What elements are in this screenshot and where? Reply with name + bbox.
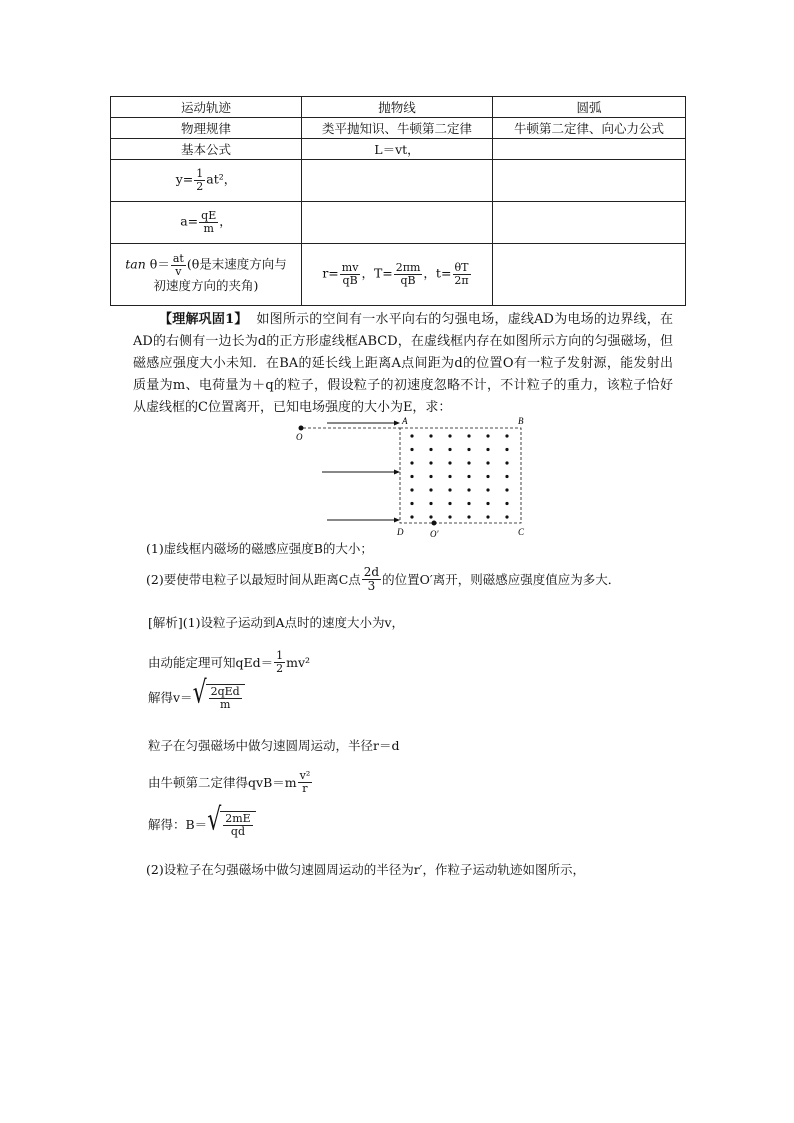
field-dot: [429, 461, 432, 464]
problem-title: 【理解巩固1】: [159, 312, 248, 327]
field-dot: [429, 502, 432, 505]
field-dot: [467, 515, 470, 518]
field-dot: [410, 475, 413, 478]
field-dot: [410, 434, 413, 437]
table-header-cell: 运动轨迹: [111, 97, 302, 118]
fraction-numerator: 2qEd: [210, 685, 240, 698]
tan-note-line: 初速度方向的夹角): [153, 278, 259, 294]
problem-statement: [133, 309, 673, 419]
formula-text: y=: [175, 172, 194, 187]
fraction-numerator: 2πm: [395, 261, 421, 275]
field-arrow-1: [327, 421, 400, 426]
field-arrow-3: [327, 518, 400, 523]
table-cell: [493, 160, 686, 202]
field-dot: [410, 502, 413, 505]
problem-text: 如图所示的空间有一水平向右的匀强电场，虚线AD为电场的边界线，在AD的右侧有一边长为d的正方形虚线框ABCD，在虚线框内存在如图所示方向的匀强磁场，但磁感应强度大小未知．在BA的延长线上距离A点间距为d的位置O有一粒子发射源，能发射出质量为m、电荷量为＋q的粒子，假设粒子的初速度忽略不计，不计粒子的重力，该粒子恰好从虚线框的C位置离开，已知电场强度的大小为E，求：: [133, 312, 674, 415]
formula-text: tan: [125, 256, 146, 272]
field-dot: [505, 434, 508, 437]
field-dot: [467, 475, 470, 478]
fraction-numerator: 1: [276, 649, 284, 662]
fraction: [394, 262, 423, 286]
table-row: [111, 202, 686, 244]
field-dot: [410, 488, 413, 491]
label-b: B: [518, 416, 524, 426]
field-dot: [486, 448, 489, 451]
table-row: [111, 160, 686, 202]
solution-text: 由动能定理可知qEd＝: [148, 655, 274, 671]
fraction: [194, 168, 205, 192]
square-root: √ $\frac{2mE}{qd}$: [207, 811, 256, 837]
field-dot: [486, 475, 489, 478]
y-formula-cell: [111, 160, 302, 202]
field-diagram: [290, 413, 540, 540]
field-dot: [448, 475, 451, 478]
formula-text: at²，: [206, 172, 237, 187]
fraction: [223, 813, 252, 837]
field-dot: [410, 448, 413, 451]
table-row: [111, 97, 686, 118]
solution-text: 解得：B＝: [148, 817, 208, 833]
table-cell: [302, 202, 493, 244]
formula-text: r=: [322, 266, 339, 281]
fraction-numerator: at: [172, 252, 184, 266]
table-header-cell: 圆弧: [493, 97, 686, 118]
solution-line-1: [解析](1)设粒子运动到A点时的速度大小为v，: [148, 615, 405, 630]
solution-line-3: [148, 675, 245, 711]
fraction-denominator: 2: [276, 661, 284, 675]
magnetic-field-dots: [410, 434, 508, 518]
fraction-denominator: qd: [230, 824, 245, 838]
field-dot: [448, 515, 451, 518]
label-c: C: [518, 527, 525, 537]
solution-line-7: (2)设粒子在匀强磁场中做匀速圆周运动的半径为r′，作粒子运动轨迹如图所示，: [146, 862, 586, 877]
field-dot: [486, 515, 489, 518]
table-row: [111, 139, 686, 160]
field-dot: [448, 461, 451, 464]
fraction-numerator: 2mE: [225, 812, 251, 825]
fraction-denominator: 2: [196, 180, 204, 193]
formula-text: ，: [219, 214, 232, 229]
source-point-o: [299, 426, 304, 431]
field-dot: [448, 448, 451, 451]
fraction: [298, 770, 313, 794]
field-dot: [505, 475, 508, 478]
table-cell: L＝vt，: [302, 139, 493, 160]
fraction-denominator: m: [219, 697, 231, 711]
table-cell: 基本公式: [111, 139, 302, 160]
formula-text: ，T=: [361, 266, 393, 281]
solution-line-5: [148, 770, 313, 794]
formula-text: (θ是末速度方向与: [186, 256, 287, 272]
field-dot: [467, 488, 470, 491]
fraction: [452, 262, 470, 286]
table-cell: 类平抛知识、牛顿第二定律: [302, 118, 493, 139]
fraction-denominator: 2π: [454, 274, 469, 287]
field-dot: [448, 502, 451, 505]
field-dot: [486, 488, 489, 491]
field-dot: [429, 488, 432, 491]
question-1: (1)虚线框内磁场的磁感应强度B的大小；: [146, 541, 373, 556]
solution-line-2: [148, 650, 310, 674]
field-dot: [486, 502, 489, 505]
label-o-prime: O′: [430, 529, 439, 539]
circular-formula-cell: [302, 244, 493, 306]
field-dot: [448, 488, 451, 491]
tan-formula-line: [115, 253, 297, 277]
label-a: A: [402, 416, 408, 426]
field-dot: [505, 461, 508, 464]
field-dot: [467, 461, 470, 464]
square-root: √ $\frac{\text{2qEd}}{m}$: [193, 684, 245, 710]
table-header-cell: 抛物线: [302, 97, 493, 118]
fraction: [362, 566, 381, 592]
question-2-text: (2)要使带电粒子以最短时间从距离C点: [146, 572, 361, 588]
fraction: [171, 253, 186, 277]
fraction: [274, 650, 285, 674]
field-dot: [448, 434, 451, 437]
table-cell: [493, 202, 686, 244]
table-cell: 牛顿第二定律、向心力公式: [493, 118, 686, 139]
table-cell: [493, 244, 686, 306]
field-dot: [486, 434, 489, 437]
fraction-numerator: θT: [454, 261, 469, 275]
field-dot: [410, 461, 413, 464]
table-cell: [493, 139, 686, 160]
fraction-denominator: r: [302, 781, 308, 795]
fraction-denominator: v: [175, 264, 182, 278]
solution-text: 解得v＝: [148, 690, 193, 706]
solution-line-4: 粒子在匀强磁场中做匀速圆周运动，半径r＝d: [148, 738, 400, 753]
table-cell: [302, 160, 493, 202]
fraction: [209, 686, 242, 710]
formula-text: a=: [180, 214, 199, 229]
trajectory-comparison-table: [110, 96, 686, 306]
field-dot: [429, 515, 432, 518]
fraction-numerator: 2d: [363, 565, 380, 579]
solution-line-6: [148, 802, 256, 838]
fraction-numerator: mv: [341, 261, 359, 275]
table-cell: 物理规律: [111, 118, 302, 139]
fraction-denominator: qB: [400, 274, 416, 287]
field-dot: [467, 502, 470, 505]
fraction-numerator: qE: [201, 209, 217, 223]
exit-point-o-prime: [432, 521, 437, 526]
field-dot: [467, 448, 470, 451]
field-dot: [467, 434, 470, 437]
field-dot: [429, 448, 432, 451]
formula-text: ＝: [157, 256, 170, 272]
fraction-denominator: qB: [342, 274, 358, 287]
fraction-numerator: 1: [196, 167, 204, 181]
field-dot: [505, 515, 508, 518]
tan-formula-cell: [111, 244, 302, 306]
formula-text: θ: [149, 256, 158, 272]
table-row: [111, 244, 686, 306]
a-formula-cell: [111, 202, 302, 244]
question-2: [146, 566, 620, 592]
label-o: O: [296, 432, 303, 442]
field-arrow-2: [322, 470, 400, 475]
fraction-denominator: m: [203, 222, 214, 235]
field-dot: [505, 502, 508, 505]
field-dot: [505, 448, 508, 451]
field-dot: [505, 488, 508, 491]
table-row: [111, 118, 686, 139]
field-dot: [429, 475, 432, 478]
field-dot: [429, 434, 432, 437]
formula-text: ，t=: [423, 266, 452, 281]
solution-text: mv²: [286, 654, 311, 670]
magnetic-field-square: [400, 428, 521, 523]
label-d: D: [397, 527, 404, 537]
fraction: [340, 262, 361, 286]
field-dot: [410, 515, 413, 518]
solution-text: 由牛顿第二定律得qvB＝m: [148, 775, 297, 791]
fraction: [199, 210, 218, 234]
fraction-denominator: 3: [367, 578, 376, 593]
question-2-text: 的位置O′离开，则磁感应强度值应为多大．: [382, 572, 621, 588]
fraction-numerator: v²: [299, 769, 311, 782]
field-dot: [486, 461, 489, 464]
